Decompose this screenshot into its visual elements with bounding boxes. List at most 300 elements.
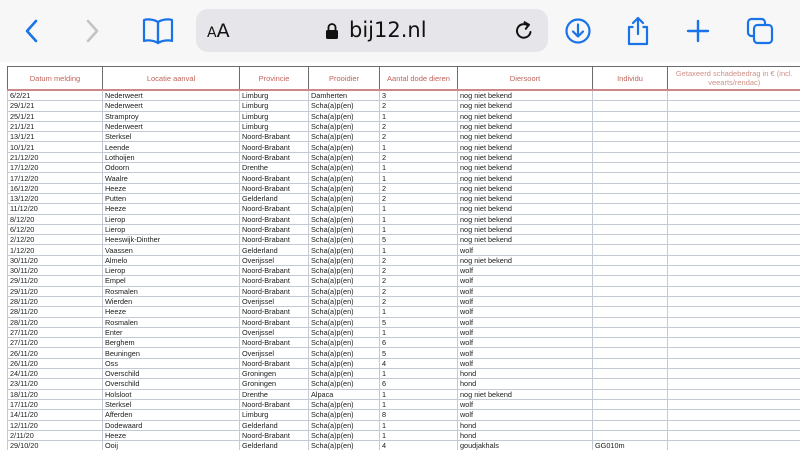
cell-prooidier: Scha(a)p(en)	[309, 111, 380, 121]
cell-prooidier: Scha(a)p(en)	[309, 152, 380, 162]
cell-schadebedrag	[668, 410, 800, 420]
cell-diersoort: nog niet bekend	[458, 121, 593, 131]
forward-icon	[82, 18, 102, 44]
cell-individu	[593, 204, 668, 214]
header-individu: Individu	[593, 67, 668, 91]
cell-provincie: Noord-Brabant	[240, 224, 309, 234]
cell-diersoort: nog niet bekend	[458, 204, 593, 214]
header-schadebedrag: Getaxeerd schadebedrag in € (incl. veearts/rendac)	[668, 67, 800, 91]
cell-diersoort: wolf	[458, 296, 593, 306]
cell-provincie: Gelderland	[240, 193, 309, 203]
cell-provincie: Limburg	[240, 90, 309, 101]
cell-individu	[593, 235, 668, 245]
cell-prooidier: Scha(a)p(en)	[309, 255, 380, 265]
table-row	[8, 193, 800, 203]
cell-prooidier: Scha(a)p(en)	[309, 338, 380, 348]
cell-individu	[593, 430, 668, 440]
table-row	[8, 307, 800, 317]
cell-schadebedrag	[668, 430, 800, 440]
cell-individu	[593, 369, 668, 379]
cell-locatie: Holsloot	[103, 389, 240, 399]
cell-datum: 30/11/20	[8, 266, 103, 276]
cell-datum: 18/11/20	[8, 389, 103, 399]
cell-provincie: Overijssel	[240, 255, 309, 265]
cell-prooidier: Alpaca	[309, 389, 380, 399]
browser-toolbar	[0, 0, 800, 62]
plus-icon	[685, 18, 711, 44]
cell-datum: 29/11/20	[8, 286, 103, 296]
cell-individu	[593, 338, 668, 348]
cell-locatie: Afferden	[103, 410, 240, 420]
cell-locatie: Overschild	[103, 369, 240, 379]
cell-locatie: Beuningen	[103, 348, 240, 358]
cell-diersoort: wolf	[458, 338, 593, 348]
cell-schadebedrag	[668, 307, 800, 317]
cell-aantal: 2	[380, 183, 458, 193]
cell-individu	[593, 90, 668, 101]
cell-provincie: Gelderland	[240, 245, 309, 255]
cell-locatie: Dodewaard	[103, 420, 240, 430]
cell-datum: 13/12/20	[8, 193, 103, 203]
cell-schadebedrag	[668, 338, 800, 348]
cell-individu	[593, 152, 668, 162]
table-header-row	[8, 67, 800, 91]
cell-datum: 1/12/20	[8, 245, 103, 255]
cell-datum: 17/12/20	[8, 163, 103, 173]
cell-provincie: Noord-Brabant	[240, 317, 309, 327]
cell-aantal: 1	[380, 420, 458, 430]
cell-schadebedrag	[668, 348, 800, 358]
cell-aantal: 1	[380, 307, 458, 317]
cell-locatie: Sterksel	[103, 399, 240, 409]
table-row	[8, 327, 800, 337]
cell-provincie: Noord-Brabant	[240, 183, 309, 193]
cell-locatie: Heeswijk-Dinther	[103, 235, 240, 245]
cell-schadebedrag	[668, 317, 800, 327]
cell-locatie: Rosmalen	[103, 317, 240, 327]
table-row	[8, 358, 800, 368]
cell-datum: 2/12/20	[8, 235, 103, 245]
cell-schadebedrag	[668, 276, 800, 286]
cell-prooidier: Scha(a)p(en)	[309, 214, 380, 224]
cell-schadebedrag	[668, 379, 800, 389]
cell-datum: 6/2/21	[8, 90, 103, 101]
book-icon	[141, 17, 175, 45]
cell-aantal: 1	[380, 173, 458, 183]
cell-prooidier: Scha(a)p(en)	[309, 307, 380, 317]
cell-prooidier: Damherten	[309, 90, 380, 101]
cell-diersoort: nog niet bekend	[458, 173, 593, 183]
cell-datum: 17/12/20	[8, 173, 103, 183]
cell-schadebedrag	[668, 255, 800, 265]
cell-aantal: 5	[380, 235, 458, 245]
cell-aantal: 2	[380, 132, 458, 142]
cell-individu	[593, 307, 668, 317]
cell-individu	[593, 327, 668, 337]
cell-provincie: Noord-Brabant	[240, 307, 309, 317]
cell-schadebedrag	[668, 358, 800, 368]
cell-schadebedrag	[668, 399, 800, 409]
cell-datum: 14/11/20	[8, 410, 103, 420]
cell-individu	[593, 245, 668, 255]
share-button[interactable]	[620, 13, 656, 49]
cell-datum: 28/11/20	[8, 296, 103, 306]
cell-diersoort: wolf	[458, 286, 593, 296]
cell-schadebedrag	[668, 266, 800, 276]
table-row	[8, 224, 800, 234]
cell-provincie: Overijssel	[240, 348, 309, 358]
cell-schadebedrag	[668, 193, 800, 203]
table-row	[8, 235, 800, 245]
cell-datum: 29/10/20	[8, 441, 103, 450]
cell-aantal: 1	[380, 111, 458, 121]
cell-datum: 29/1/21	[8, 101, 103, 111]
cell-datum: 26/11/20	[8, 348, 103, 358]
cell-prooidier: Scha(a)p(en)	[309, 235, 380, 245]
cell-individu	[593, 286, 668, 296]
cell-individu	[593, 193, 668, 203]
cell-aantal: 2	[380, 193, 458, 203]
header-datum: Datum melding	[8, 67, 103, 91]
cell-individu	[593, 317, 668, 327]
table-row	[8, 420, 800, 430]
cell-diersoort: wolf	[458, 266, 593, 276]
cell-prooidier: Scha(a)p(en)	[309, 379, 380, 389]
cell-individu	[593, 266, 668, 276]
cell-individu	[593, 224, 668, 234]
cell-schadebedrag	[668, 369, 800, 379]
cell-provincie: Noord-Brabant	[240, 132, 309, 142]
share-icon	[625, 15, 651, 47]
cell-schadebedrag	[668, 420, 800, 430]
cell-provincie: Drenthe	[240, 163, 309, 173]
cell-provincie: Noord-Brabant	[240, 204, 309, 214]
cell-aantal: 5	[380, 348, 458, 358]
cell-aantal: 2	[380, 286, 458, 296]
cell-aantal: 8	[380, 410, 458, 420]
table-row	[8, 214, 800, 224]
cell-prooidier: Scha(a)p(en)	[309, 121, 380, 131]
cell-provincie: Noord-Brabant	[240, 338, 309, 348]
cell-diersoort: nog niet bekend	[458, 255, 593, 265]
cell-individu	[593, 121, 668, 131]
cell-prooidier: Scha(a)p(en)	[309, 399, 380, 409]
cell-locatie: Oss	[103, 358, 240, 368]
cell-datum: 29/11/20	[8, 276, 103, 286]
lock-icon	[325, 22, 339, 40]
table-row	[8, 338, 800, 348]
cell-prooidier: Scha(a)p(en)	[309, 101, 380, 111]
cell-datum: 6/12/20	[8, 224, 103, 234]
cell-prooidier: Scha(a)p(en)	[309, 193, 380, 203]
cell-schadebedrag	[668, 224, 800, 234]
table-row	[8, 101, 800, 111]
cell-locatie: Lierop	[103, 214, 240, 224]
tabs-button[interactable]	[742, 13, 778, 49]
header-diersoort: Diersoort	[458, 67, 593, 91]
cell-diersoort: hond	[458, 420, 593, 430]
cell-diersoort: nog niet bekend	[458, 111, 593, 121]
cell-individu	[593, 173, 668, 183]
cell-diersoort: nog niet bekend	[458, 193, 593, 203]
table-row	[8, 183, 800, 193]
cell-individu	[593, 420, 668, 430]
cell-diersoort: hond	[458, 369, 593, 379]
cell-individu	[593, 183, 668, 193]
cell-schadebedrag	[668, 327, 800, 337]
tabs-icon	[745, 16, 775, 46]
cell-prooidier: Scha(a)p(en)	[309, 245, 380, 255]
cell-provincie: Noord-Brabant	[240, 214, 309, 224]
cell-locatie: Heeze	[103, 204, 240, 214]
cell-aantal: 2	[380, 121, 458, 131]
cell-locatie: Lierop	[103, 224, 240, 234]
table-body	[8, 90, 800, 450]
cell-locatie: Almelo	[103, 255, 240, 265]
reload-icon[interactable]	[513, 20, 535, 42]
cell-aantal: 1	[380, 214, 458, 224]
back-button[interactable]	[14, 13, 50, 49]
cell-datum: 30/11/20	[8, 255, 103, 265]
cell-provincie: Noord-Brabant	[240, 399, 309, 409]
cell-datum: 28/11/20	[8, 307, 103, 317]
wolf-attack-table	[7, 66, 800, 450]
bookmarks-button[interactable]	[140, 13, 176, 49]
cell-individu	[593, 214, 668, 224]
cell-aantal: 1	[380, 245, 458, 255]
cell-locatie: Waalre	[103, 173, 240, 183]
cell-provincie: Noord-Brabant	[240, 286, 309, 296]
cell-provincie: Limburg	[240, 111, 309, 121]
cell-schadebedrag	[668, 173, 800, 183]
cell-diersoort: goudjakhals	[458, 441, 593, 450]
cell-locatie: Lierop	[103, 266, 240, 276]
cell-provincie: Gelderland	[240, 441, 309, 450]
cell-aantal: 6	[380, 338, 458, 348]
cell-locatie: Nederweert	[103, 101, 240, 111]
cell-datum: 12/11/20	[8, 420, 103, 430]
address-bar[interactable]	[196, 9, 548, 52]
table-row	[8, 132, 800, 142]
cell-aantal: 2	[380, 296, 458, 306]
header-provincie: Provincie	[240, 67, 309, 91]
cell-provincie: Noord-Brabant	[240, 173, 309, 183]
table-row	[8, 410, 800, 420]
table-row	[8, 111, 800, 121]
table-row	[8, 399, 800, 409]
cell-diersoort: wolf	[458, 276, 593, 286]
cell-diersoort: hond	[458, 430, 593, 440]
table-row	[8, 121, 800, 131]
cell-provincie: Noord-Brabant	[240, 142, 309, 152]
cell-locatie: Heeze	[103, 430, 240, 440]
cell-schadebedrag	[668, 286, 800, 296]
cell-locatie: Lothoijen	[103, 152, 240, 162]
cell-aantal: 6	[380, 379, 458, 389]
cell-schadebedrag	[668, 389, 800, 399]
cell-prooidier: Scha(a)p(en)	[309, 132, 380, 142]
cell-locatie: Odoorn	[103, 163, 240, 173]
cell-aantal: 1	[380, 224, 458, 234]
cell-locatie: Enter	[103, 327, 240, 337]
cell-locatie: Putten	[103, 193, 240, 203]
cell-aantal: 1	[380, 204, 458, 214]
table-row	[8, 173, 800, 183]
cell-provincie: Overijssel	[240, 296, 309, 306]
cell-provincie: Overijssel	[240, 327, 309, 337]
cell-prooidier: Scha(a)p(en)	[309, 266, 380, 276]
table-row	[8, 204, 800, 214]
cell-schadebedrag	[668, 152, 800, 162]
cell-diersoort: wolf	[458, 317, 593, 327]
table-row	[8, 379, 800, 389]
cell-diersoort: nog niet bekend	[458, 224, 593, 234]
table-row	[8, 389, 800, 399]
cell-prooidier: Scha(a)p(en)	[309, 317, 380, 327]
cell-diersoort: wolf	[458, 307, 593, 317]
cell-aantal: 1	[380, 389, 458, 399]
cell-datum: 2/11/20	[8, 430, 103, 440]
cell-prooidier: Scha(a)p(en)	[309, 142, 380, 152]
cell-individu	[593, 358, 668, 368]
cell-aantal: 1	[380, 369, 458, 379]
cell-provincie: Groningen	[240, 379, 309, 389]
cell-aantal: 2	[380, 276, 458, 286]
cell-schadebedrag	[668, 121, 800, 131]
cell-prooidier: Scha(a)p(en)	[309, 224, 380, 234]
cell-locatie: Empel	[103, 276, 240, 286]
cell-datum: 13/1/21	[8, 132, 103, 142]
cell-schadebedrag	[668, 90, 800, 101]
cell-diersoort: wolf	[458, 245, 593, 255]
table-row	[8, 266, 800, 276]
cell-diersoort: wolf	[458, 410, 593, 420]
table-row	[8, 430, 800, 440]
cell-aantal: 1	[380, 399, 458, 409]
cell-individu	[593, 389, 668, 399]
cell-aantal: 4	[380, 358, 458, 368]
cell-aantal: 4	[380, 441, 458, 450]
cell-diersoort: wolf	[458, 348, 593, 358]
cell-diersoort: wolf	[458, 399, 593, 409]
download-button[interactable]	[560, 13, 596, 49]
table-row	[8, 163, 800, 173]
cell-provincie: Noord-Brabant	[240, 358, 309, 368]
cell-aantal: 3	[380, 90, 458, 101]
table-row	[8, 296, 800, 306]
cell-aantal: 1	[380, 163, 458, 173]
cell-prooidier: Scha(a)p(en)	[309, 410, 380, 420]
header-aantal: Aantal dode dieren	[380, 67, 458, 91]
cell-individu	[593, 348, 668, 358]
cell-locatie: Heeze	[103, 183, 240, 193]
cell-prooidier: Scha(a)p(en)	[309, 173, 380, 183]
table-row	[8, 317, 800, 327]
cell-datum: 27/11/20	[8, 327, 103, 337]
cell-schadebedrag	[668, 214, 800, 224]
cell-individu	[593, 296, 668, 306]
text-size-button[interactable]: AA	[207, 20, 230, 42]
cell-datum: 25/1/21	[8, 111, 103, 121]
cell-prooidier: Scha(a)p(en)	[309, 296, 380, 306]
cell-schadebedrag	[668, 204, 800, 214]
new-tab-button[interactable]	[680, 13, 716, 49]
cell-provincie: Noord-Brabant	[240, 235, 309, 245]
cell-schadebedrag	[668, 163, 800, 173]
table-row	[8, 142, 800, 152]
cell-prooidier: Scha(a)p(en)	[309, 441, 380, 450]
cell-aantal: 1	[380, 142, 458, 152]
cell-individu: GG010m	[593, 441, 668, 450]
cell-locatie: Rosmalen	[103, 286, 240, 296]
cell-diersoort: nog niet bekend	[458, 152, 593, 162]
cell-provincie: Drenthe	[240, 389, 309, 399]
cell-individu	[593, 111, 668, 121]
cell-datum: 21/12/20	[8, 152, 103, 162]
cell-datum: 27/11/20	[8, 338, 103, 348]
cell-individu	[593, 399, 668, 409]
download-icon	[564, 17, 592, 45]
cell-provincie: Limburg	[240, 121, 309, 131]
cell-prooidier: Scha(a)p(en)	[309, 327, 380, 337]
cell-diersoort: nog niet bekend	[458, 235, 593, 245]
forward-button[interactable]	[74, 13, 110, 49]
cell-locatie: Leende	[103, 142, 240, 152]
cell-aantal: 2	[380, 255, 458, 265]
cell-datum: 28/11/20	[8, 317, 103, 327]
cell-locatie: Heeze	[103, 307, 240, 317]
cell-diersoort: nog niet bekend	[458, 389, 593, 399]
cell-schadebedrag	[668, 101, 800, 111]
cell-aantal: 1	[380, 430, 458, 440]
cell-datum: 8/12/20	[8, 214, 103, 224]
cell-individu	[593, 410, 668, 420]
cell-locatie: Nederweert	[103, 121, 240, 131]
cell-provincie: Noord-Brabant	[240, 266, 309, 276]
cell-datum: 10/1/21	[8, 142, 103, 152]
cell-aantal: 2	[380, 152, 458, 162]
cell-provincie: Gelderland	[240, 420, 309, 430]
table-row	[8, 255, 800, 265]
cell-diersoort: nog niet bekend	[458, 101, 593, 111]
cell-individu	[593, 142, 668, 152]
table-row	[8, 286, 800, 296]
cell-schadebedrag	[668, 183, 800, 193]
cell-provincie: Limburg	[240, 101, 309, 111]
cell-individu	[593, 276, 668, 286]
cell-datum: 17/11/20	[8, 399, 103, 409]
cell-individu	[593, 101, 668, 111]
header-prooidier: Prooidier	[309, 67, 380, 91]
cell-datum: 26/11/20	[8, 358, 103, 368]
cell-schadebedrag	[668, 441, 800, 450]
cell-provincie: Noord-Brabant	[240, 152, 309, 162]
cell-diersoort: nog niet bekend	[458, 142, 593, 152]
cell-schadebedrag	[668, 245, 800, 255]
cell-diersoort: wolf	[458, 327, 593, 337]
cell-prooidier: Scha(a)p(en)	[309, 369, 380, 379]
cell-schadebedrag	[668, 235, 800, 245]
cell-provincie: Noord-Brabant	[240, 430, 309, 440]
cell-locatie: Overschild	[103, 379, 240, 389]
cell-provincie: Noord-Brabant	[240, 276, 309, 286]
url-text[interactable]: bij12.nl	[349, 18, 427, 42]
cell-diersoort: nog niet bekend	[458, 163, 593, 173]
cell-aantal: 1	[380, 327, 458, 337]
table-row	[8, 245, 800, 255]
cell-datum: 11/12/20	[8, 204, 103, 214]
cell-aantal: 2	[380, 101, 458, 111]
